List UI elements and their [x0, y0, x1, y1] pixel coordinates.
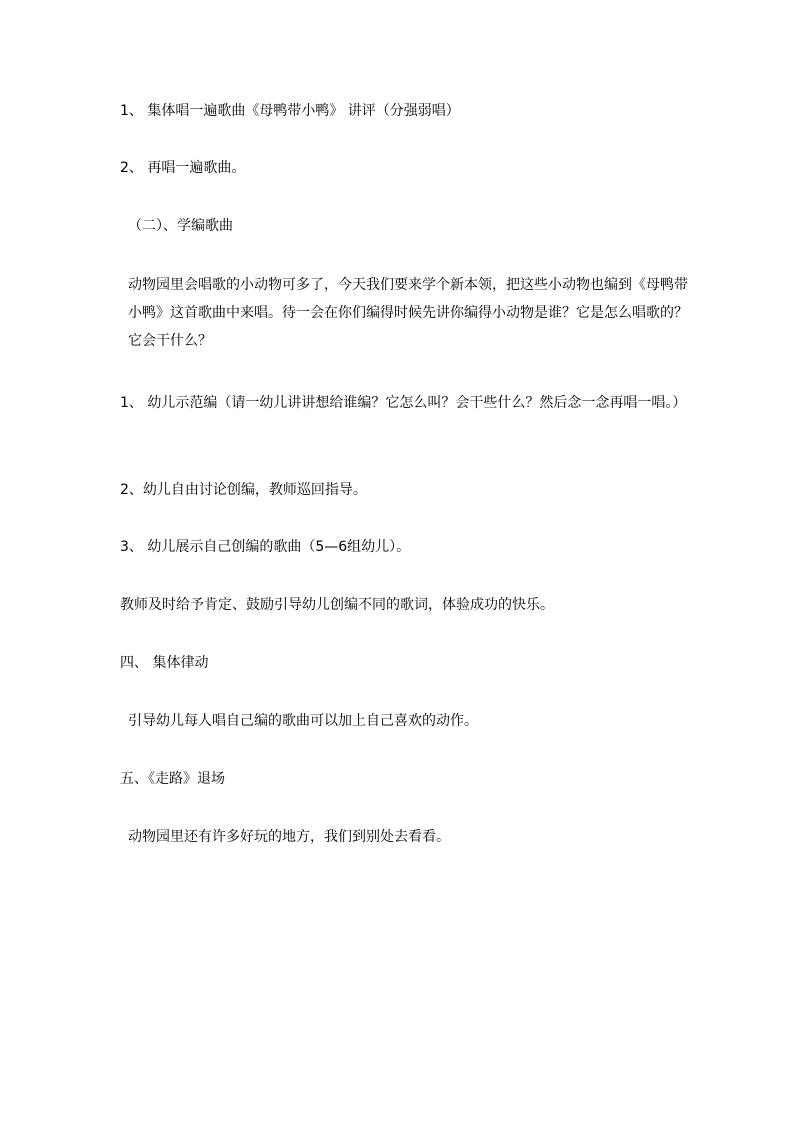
paragraph-show-songs: 3、 幼儿展示自己创编的歌曲（5—6组幼儿）。 [120, 539, 411, 555]
paragraph-rhythm-guide: 引导幼儿每人唱自己编的歌曲可以加上自己喜欢的动作。 [128, 713, 478, 729]
section-heading-learn-compose: （二）、学编歌曲 [128, 218, 233, 234]
paragraph-sing-song: 1、 集体唱一遍歌曲《母鸭带小鸭》 讲评（分强弱唱） [120, 103, 460, 119]
paragraph-demo-compose: 1、 幼儿示范编（请一幼儿讲讲想给谁编？它怎么叫？会干些什么？然后念一念再唱一唱。） [120, 395, 687, 411]
section-heading-exit: 五、《走路》退场 [120, 771, 225, 787]
section-heading-rhythm: 四、 集体律动 [120, 655, 209, 671]
paragraph-intro-compose: 动物园里会唱歌的小动物可多了，今天我们要来学个新本领，把这些小动物也编到《母鸭带小鸭》这首歌曲中来唱。待一会在你们编得时候先讲你编得小动物是谁？它是怎么唱歌的？它会干什么？ [128, 277, 688, 349]
paragraph-teacher-praise: 教师及时给予肯定、鼓励引导幼儿创编不同的歌词，体验成功的快乐。 [120, 597, 554, 613]
paragraph-free-discussion: 2、幼儿自由讨论创编，教师巡回指导。 [120, 482, 367, 498]
paragraph-closing: 动物园里还有许多好玩的地方，我们到别处去看看。 [128, 829, 450, 845]
paragraph-sing-again: 2、 再唱一遍歌曲。 [120, 160, 246, 176]
